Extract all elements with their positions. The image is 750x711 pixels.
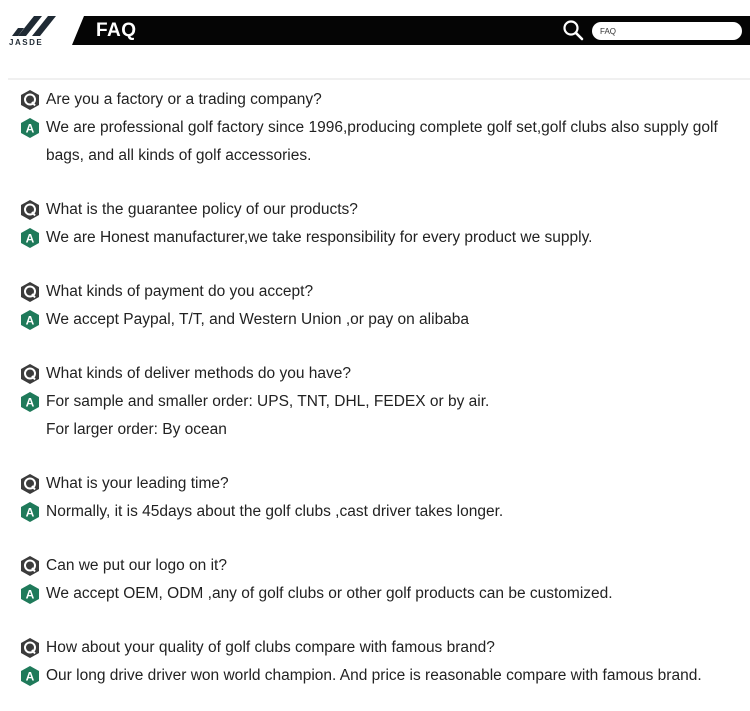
faq-item	[0, 196, 750, 252]
svg-text:A: A	[25, 231, 35, 246]
question-text: What is your leading time?	[46, 475, 229, 492]
faq-item	[0, 552, 750, 608]
search-icon[interactable]	[562, 19, 584, 41]
faq-item	[0, 470, 750, 526]
answer-row	[0, 224, 750, 252]
question-text: How about your quality of golf clubs compare with famous brand?	[46, 639, 495, 656]
question-badge-icon	[19, 89, 41, 111]
answer-badge-icon	[19, 665, 41, 687]
answer-badge-icon	[19, 227, 41, 249]
faq-item	[0, 634, 750, 690]
answer-text: For larger order: By ocean	[46, 421, 227, 438]
question-row	[0, 552, 750, 580]
answer-text: We accept OEM, ODM ,any of golf clubs or other golf products can be customized.	[46, 585, 613, 602]
answer-row	[0, 388, 750, 444]
question-text: What kinds of deliver methods do you have?	[46, 365, 352, 382]
question-badge-icon	[19, 363, 41, 385]
answer-row	[0, 114, 750, 170]
answer-text: For sample and smaller order: UPS, TNT, DHL, FEDEX or by air.	[46, 393, 490, 410]
question-text: Can we put our logo on it?	[46, 557, 227, 574]
answer-row	[0, 662, 750, 690]
search-input[interactable]	[592, 22, 742, 40]
brand-logo[interactable]	[0, 14, 72, 47]
faq-list	[0, 86, 750, 690]
answer-row	[0, 498, 750, 526]
question-badge-icon	[19, 637, 41, 659]
answer-text: We are Honest manufacturer,we take responsibility for every product we supply.	[46, 229, 593, 246]
divider	[8, 78, 750, 80]
answer-row	[0, 306, 750, 334]
faq-item	[0, 86, 750, 170]
logo-text: JASDE	[9, 38, 44, 47]
question-badge-icon	[19, 555, 41, 577]
answer-badge-icon	[19, 391, 41, 413]
question-row	[0, 360, 750, 388]
question-text: Are you a factory or a trading company?	[46, 91, 322, 108]
answer-text: We accept Paypal, T/T, and Western Union ,or pay on alibaba	[46, 311, 470, 328]
question-row	[0, 196, 750, 224]
question-text: What is the guarantee policy of our products?	[46, 201, 358, 218]
logo-mark-icon	[12, 15, 62, 37]
question-row	[0, 634, 750, 662]
question-row	[0, 470, 750, 498]
faq-item	[0, 278, 750, 334]
title-bar-notch	[72, 16, 84, 45]
svg-text:A: A	[25, 395, 35, 410]
question-text: What kinds of payment do you accept?	[46, 283, 314, 300]
answer-row	[0, 580, 750, 608]
header	[0, 14, 750, 47]
question-badge-icon	[19, 473, 41, 495]
question-badge-icon	[19, 281, 41, 303]
question-row	[0, 278, 750, 306]
answer-text: We are professional golf factory since 1996,producing complete golf set,golf clubs also supply golf bags, and all kinds of golf accessories.	[46, 119, 718, 164]
faq-item	[0, 360, 750, 444]
page-title: FAQ	[96, 20, 137, 41]
svg-text:A: A	[25, 669, 35, 684]
answer-badge-icon	[19, 309, 41, 331]
question-badge-icon	[19, 199, 41, 221]
svg-text:A: A	[25, 313, 35, 328]
svg-text:A: A	[25, 505, 35, 520]
svg-text:A: A	[25, 587, 35, 602]
answer-badge-icon	[19, 117, 41, 139]
answer-badge-icon	[19, 501, 41, 523]
answer-text: Our long drive driver won world champion. And price is reasonable compare with famous brand.	[46, 667, 702, 684]
question-row	[0, 86, 750, 114]
answer-badge-icon	[19, 583, 41, 605]
svg-text:A: A	[25, 121, 35, 136]
answer-text: Normally, it is 45days about the golf clubs ,cast driver takes longer.	[46, 503, 504, 520]
